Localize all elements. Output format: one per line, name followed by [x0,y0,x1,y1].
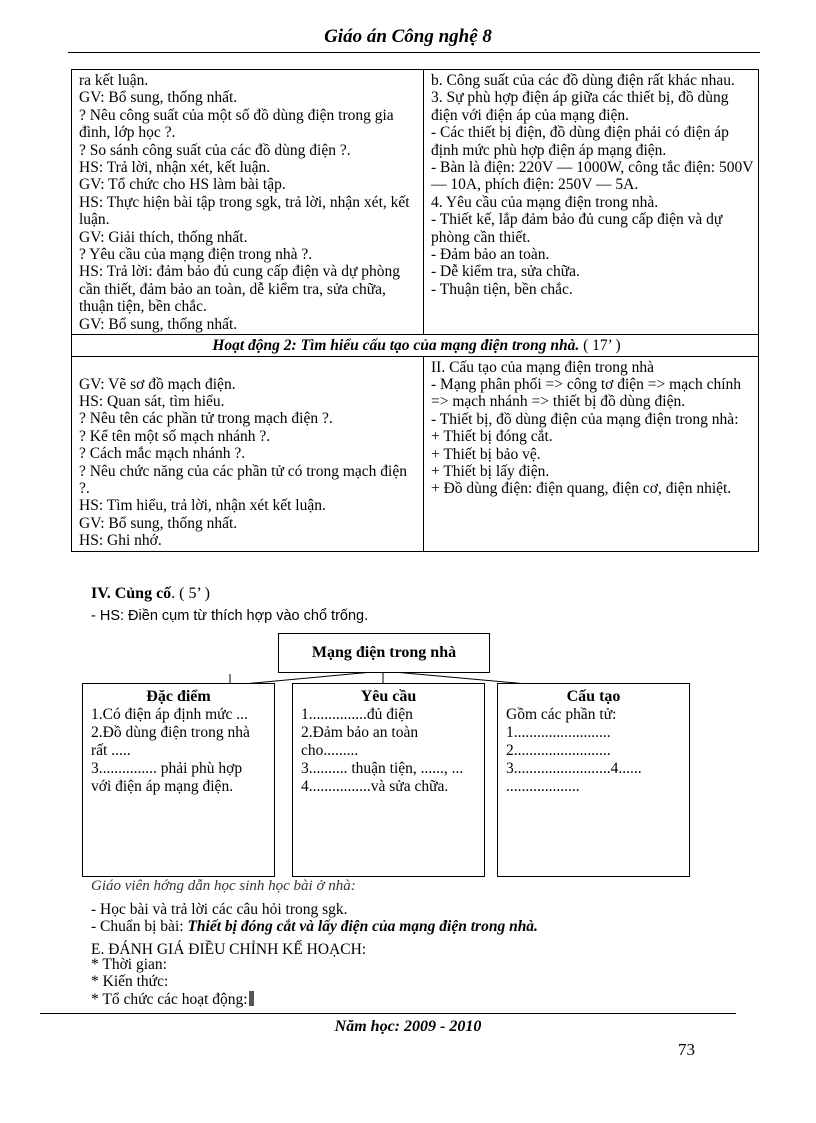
table-line: ? So sánh công suất của các đồ dùng điện ?. [79,141,351,159]
activity-2-duration: ( 17’ ) [583,337,621,355]
box-line: 3............... phải phù hợp với điện áp mạng điện. [91,760,243,795]
table-line: ? Nêu công suất của một số đồ dùng điện trong gia đình, lớp học ?. [79,106,394,142]
table-line: HS: Ghi nhớ. [79,532,162,550]
table-line: - Các thiết bị điện, đồ dùng điện phải có điện áp định mức phù hợp điện áp mạng điện. [431,124,729,159]
box-line: 3.........................4...... [506,760,642,777]
box-line: 3.......... thuận tiện, ......, ... [301,760,464,777]
table-line: + Thiết bị đóng cắt. [431,428,553,446]
table-line: GV: Vẽ sơ đồ mạch điện. [79,375,236,393]
table-line: HS: Trả lời: đảm bảo đủ cung cấp điện và dự phòng cần thiết, đảm bảo an toàn, dễ kiểm tra, sửa chữa, thuận tiện, bền chắc. [79,263,400,316]
homework-guide: Giáo viên hớng dẫn học sinh học bài ở nhà: [91,878,356,894]
table-line: - Thuận tiện, bền chắc. [431,280,573,298]
table-line: GV: Giải thích, thống nhất. [79,228,248,246]
table-line: + Thiết bị bảo vệ. [431,445,541,463]
table-line: HS: Quan sát, tìm hiểu. [79,392,225,410]
box-line: ................... [506,778,580,795]
table-line: - Thiết kế, lắp đảm bảo đủ cung cấp điện và dự phòng cần thiết. [431,211,723,246]
table-line: HS: Trả lời, nhận xét, kết luận. [79,159,271,177]
table-line: - Dễ kiểm tra, sửa chữa. [431,263,580,281]
evaluation-heading: E. ĐÁNH GIÁ ĐIỀU CHỈNH KẾ HOẠCH: [91,941,367,958]
page-header-title: Giáo án Công nghệ 8 [324,26,492,47]
box-line: 1...............đủ điện [301,706,413,723]
table-line: ra kết luận. [79,72,149,89]
table-line: - Bàn là điện: 220V — 1000W, công tắc điện: 500V — 10A, phích điện: 250V — 5A. [431,159,754,194]
table-line: GV: Tổ chức cho HS làm bài tập. [79,176,286,194]
box-line: 1......................... [506,724,611,741]
homework-prefix: - Chuẩn bị bài: [91,918,188,935]
table-line: 4. Yêu cầu của mạng điện trong nhà. [431,193,659,211]
table-line: 3. Sự phù hợp điện áp giữa các thiết bị, đồ dùng điện với điện áp của mạng điện. [431,89,729,124]
diagram-box-requirements [292,683,485,877]
table-line: HS: Tìm hiểu, trả lời, nhận xét kết luận. [79,497,326,515]
table-line: ? Cách mắc mạch nhánh ?. [79,445,246,463]
table-line: ? Nêu tên các phần tử trong mạch điện ?. [79,410,333,428]
table-line: - Mạng phân phối => công tơ điện => mạch chính => mạch nhánh => thiết bị đồ dùng điện. [431,375,742,411]
evaluation-item: * Kiến thức: [91,973,169,990]
box-line: 4................và sửa chữa. [301,778,449,795]
box-line: 2.Đồ dùng điện trong nhà rất ..... [91,724,250,759]
box-line: Gồm các phần tử: [506,706,617,723]
box-line: 2......................... [506,742,611,759]
homework-item [91,918,538,935]
table-line: II. Cấu tạo của mạng điện trong nhà [431,358,654,376]
table-line: ? Nêu chức năng của các phần tử có trong mạch điện ?. [79,462,407,497]
table-line: GV: Bổ sung, thống nhất. [79,89,238,107]
table-line: + Thiết bị lấy điện. [431,462,550,480]
table-line: ? Yêu cầu của mạng điện trong nhà ?. [79,246,313,264]
box-title: Cấu tạo [566,688,621,705]
page-number: 73 [678,1040,695,1059]
box-title: Yêu cầu [360,688,417,705]
homework-item: - Học bài và trả lời các câu hỏi trong sgk. [91,901,348,918]
evaluation-item: * Thời gian: [91,956,167,973]
box-line: 2.Đảm bảo an toàn cho......... [301,724,419,759]
diagram-box-characteristics [82,683,275,877]
next-lesson-title: Thiết bị đóng cắt và lấy điện của mạng điện trong nhà. [187,918,538,935]
text-cursor [249,991,254,1006]
table-line: GV: Bổ sung, thống nhất. [79,514,238,532]
section-duration: . ( 5’ ) [171,585,210,602]
section-heading-label: IV. Củng cố [91,585,172,602]
box-title: Đặc điểm [146,688,211,705]
table-line: b. Công suất của các đồ dùng điện rất khác nhau. [431,72,735,89]
box-line: 1.Có điện áp định mức ... [91,706,248,723]
activity-2-title: Hoạt động 2: Tìm hiểu cấu tạo của mạng điện trong nhà. [212,337,580,355]
diagram-box-structure [497,683,690,877]
evaluation-item-label: * Tổ chức các hoạt động: [91,991,248,1008]
footer-rule [40,1013,736,1014]
fill-in-instruction: - HS: Điền cụm từ thích hợp vào chổ trống. [91,608,369,624]
evaluation-item [91,991,254,1008]
footer-school-year: Năm học: 2009 - 2010 [334,1018,482,1035]
table-line: HS: Thực hiện bài tập trong sgk, trả lời, nhận xét, kết luận. [79,193,410,229]
table-line: ? Kể tên một số mạch nhánh ?. [79,427,271,445]
table-line: - Đảm bảo an toàn. [431,246,550,264]
table-line: GV: Bổ sung, thống nhất. [79,315,238,333]
table-line: + Đồ dùng điện: điện quang, điện cơ, điện nhiệt. [431,480,732,498]
table-line: - Thiết bị, đồ dùng điện của mạng điện trong nhà: [431,410,739,428]
diagram-root: Mạng điện trong nhà [278,633,490,673]
